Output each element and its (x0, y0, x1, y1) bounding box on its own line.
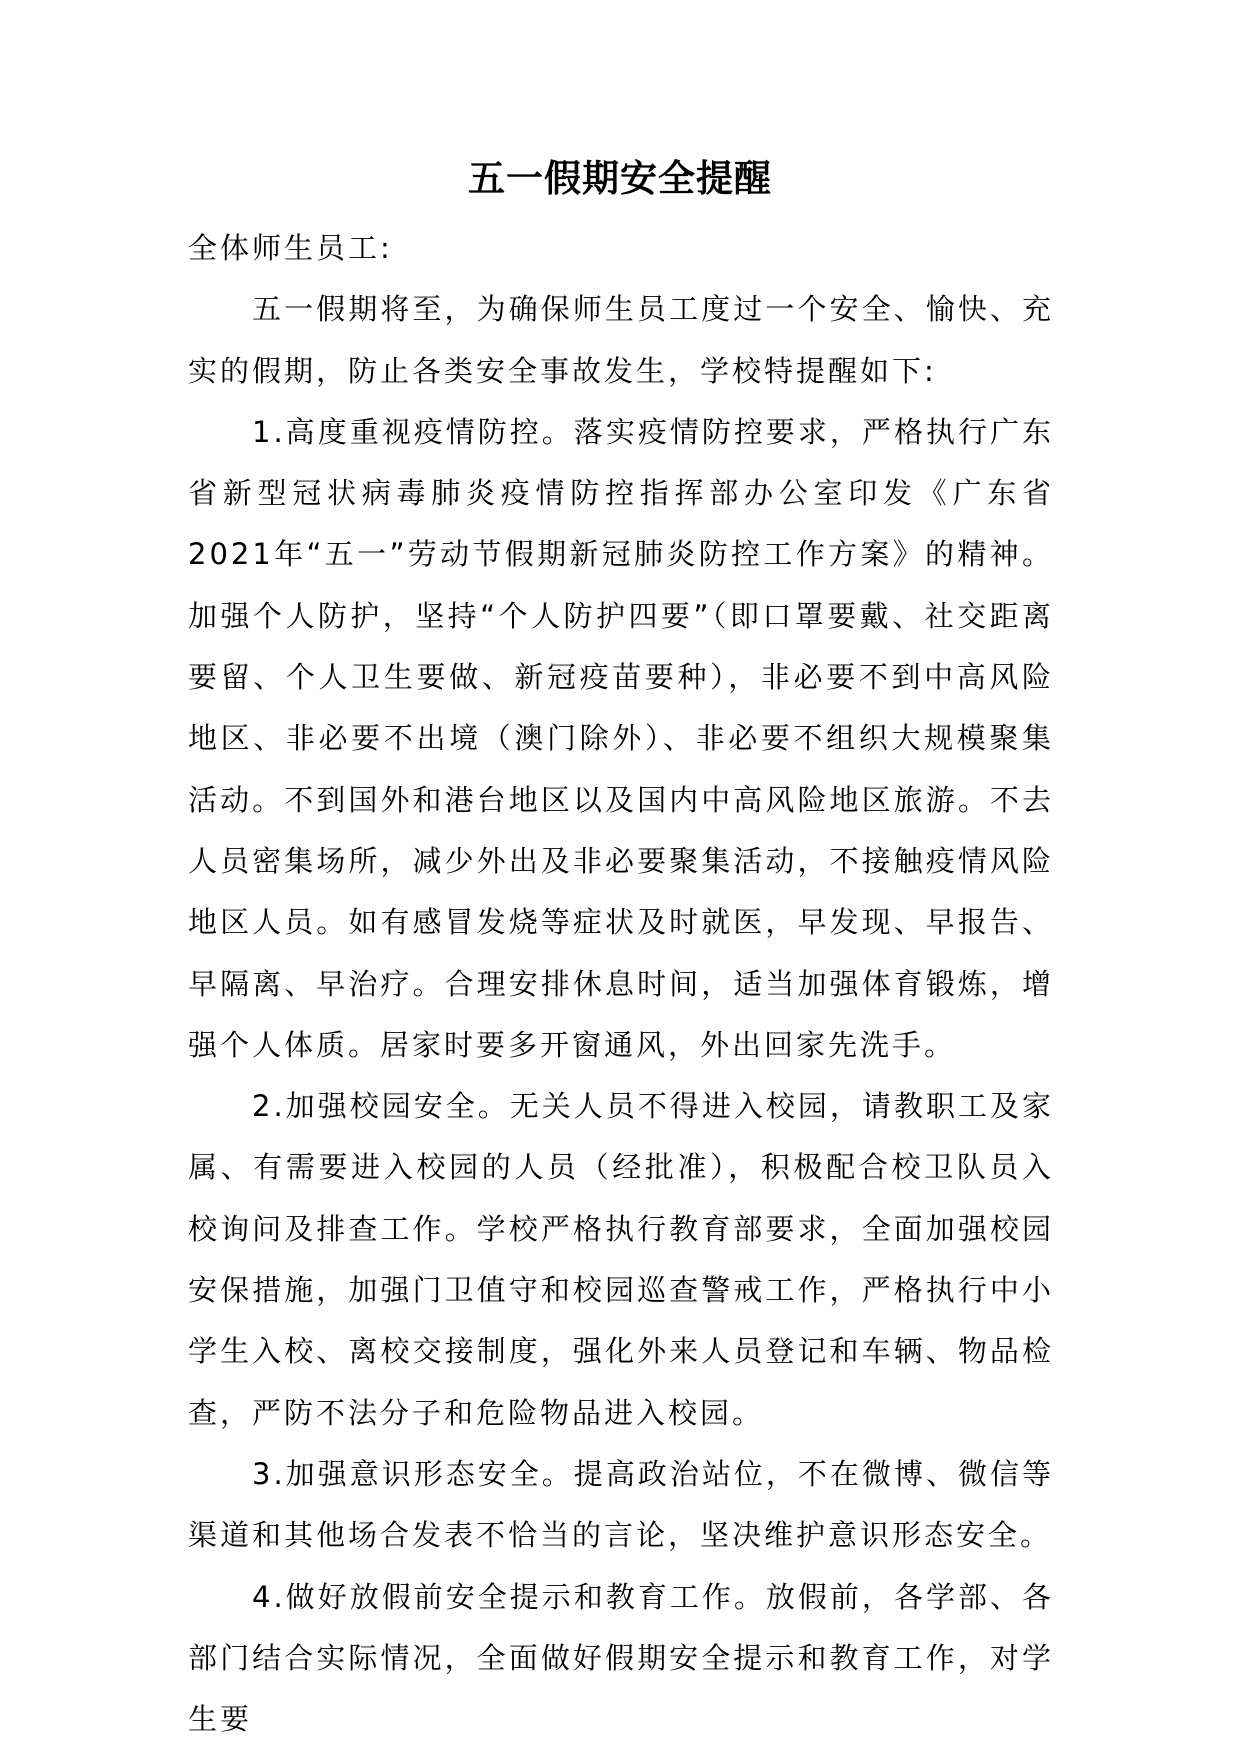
item-paragraph-4: 4.做好放假前安全提示和教育工作。放假前，各学部、各部门结合实际情况，全面做好假期安全提示和教育工作，对学生要 (188, 1579, 1054, 1737)
item-paragraph-1: 1.高度重视疫情防控。落实疫情防控要求，严格执行广东省新型冠状病毒肺炎疫情防控指挥部办公室印发《广东省2021年“五一”劳动节假期新冠肺炎防控工作方案》的精神。加强个人防护，坚持“个人防护四要”（即口罩要戴、社交距离要留、个人卫生要做、新冠疫苗要种），非必要不到中高风险地区、非必要不出境（澳门除外）、非必要不组织大规模聚集活动。不到国外和港台地区以及国内中高风险地区旅游。不去人员密集场所，减少外出及非必要聚集活动，不接触疫情风险地区人员。如有感冒发烧等症状及时就医，早发现、早报告、早隔离、早治疗。合理安排休息时间，适当加强体育锻炼，增强个人体质。居家时要多开窗通风，外出回家先洗手。 (188, 414, 1054, 1062)
document-body (188, 218, 1054, 1750)
item-paragraph-3: 3.加强意识形态安全。提高政治站位，不在微博、微信等渠道和其他场合发表不恰当的言论，坚决维护意识形态安全。 (188, 1456, 1054, 1553)
document-title: 五一假期安全提醒 (468, 156, 772, 200)
item-paragraph-2: 2.加强校园安全。无关人员不得进入校园，请教职工及家属、有需要进入校园的人员（经批准），积极配合校卫队员入校询问及排查工作。学校严格执行教育部要求，全面加强校园安保措施，加强门卫值守和校园巡查警戒工作，严格执行中小学生入校、离校交接制度，强化外来人员登记和车辆、物品检查，严防不法分子和危险物品进入校园。 (188, 1089, 1054, 1430)
intro-paragraph: 五一假期将至，为确保师生员工度过一个安全、愉快、充实的假期，防止各类安全事故发生，学校特提醒如下: (188, 292, 1054, 388)
salutation: 全体师生员工: (188, 231, 393, 265)
